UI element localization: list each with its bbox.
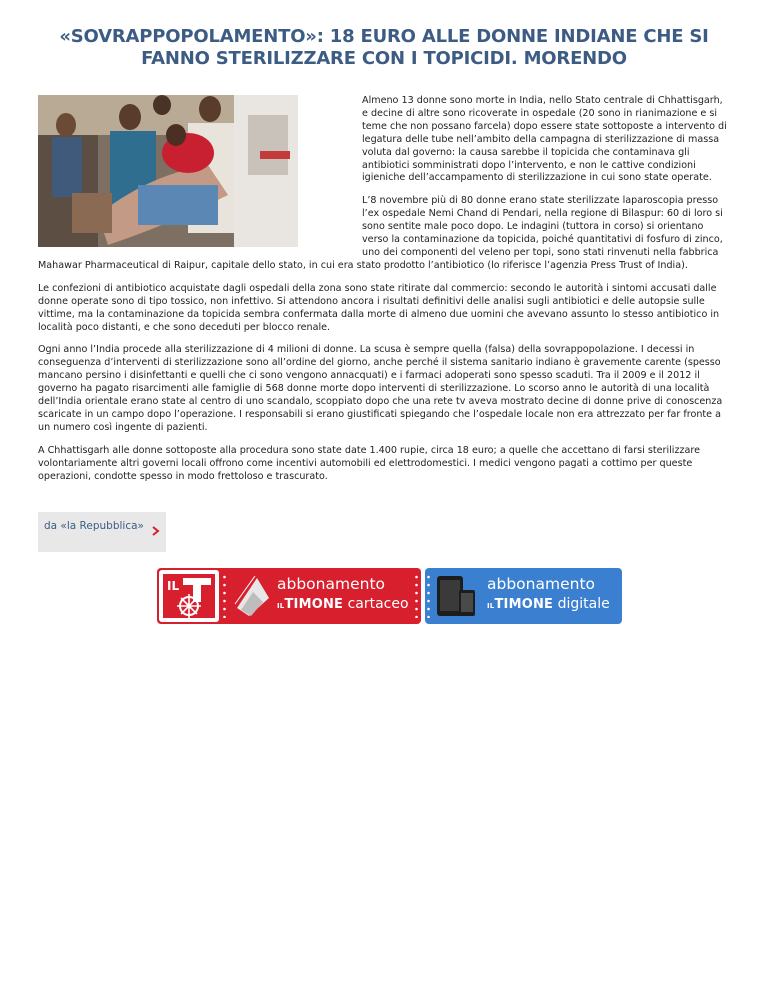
perforation-decoration: [427, 574, 430, 618]
perforation-decoration: [223, 574, 226, 618]
article-photo: [38, 95, 298, 247]
source-link[interactable]: [38, 512, 166, 552]
print-subscription-banner[interactable]: [157, 568, 421, 624]
svg-text:IL: IL: [167, 579, 180, 593]
article-paragraph: L’8 novembre più di 80 donne erano state sterilizzate laparoscopia presso l’ex ospedale Nemi Chand di Pendari, nella regione di Bilaspur: 60 di loro si sono sentite male poco dopo. Le indagini (tuttora in corso) si orientano verso la contaminazione da topicida, poiché quantitativi di fosfuro di zinco, uno dei componenti del veleno per topi, sono stati rinvenuti nella fabbrica Mahawar Pharmaceutical di Raipur, capitale dello stato, in cui era stato prodotto l’antibiotico (lo riferisce l’agenzia Press Trust of India).: [38, 195, 723, 271]
photo-illustration: [38, 95, 298, 247]
perforation-decoration: [415, 574, 418, 618]
article-title: «SOVRAPPOPOLAMENTO»: 18 EURO ALLE DONNE INDIANE CHE SI FANNO STERILIZZARE CON I TOPICIDI. MORENDO: [59, 26, 709, 69]
source-label: da «la Repubblica»: [44, 520, 144, 532]
digital-subscription-banner[interactable]: [425, 568, 622, 624]
article-paragraph: Almeno 13 donne sono morte in India, nello Stato centrale di Chhattisgarh, e decine di altre sono ricoverate in ospedale (20 sono in rianimazione e si teme che non possano farcela) dopo essere state sottoposte a intervento di legatura delle tube nell’ambito della campagna di sterilizzazione di massa voluta dal governo: la causa sarebbe il topicida che contaminava gli antibiotici somministrati dopo l’intervento, e non le cattive condizioni igieniche dell’accampamento di sterilizzazione in cui sono state operate.: [362, 95, 727, 184]
timone-logo-icon: [159, 570, 219, 622]
print-banner-line2: ILTIMONE cartaceo: [277, 596, 409, 612]
article-paragraph: Le confezioni di antibiotico acquistate dagli ospedali della zona sono state ritirate dal commercio: secondo le autorità i sintomi accusati dalle donne operate sono di tipo tossico, non infettivo. Si attendono ancora i risultati definitivi delle analisi sugli antibiotici e delle autopsie sulle vittime, ma la contaminazione da topicida sembra confermata dalla morte di almeno due uomini che avevano assunto lo stesso antibiotico in località poco distanti, e che sono deceduti per blocco renale.: [38, 282, 720, 333]
chevron-right-icon: [150, 524, 162, 538]
article-paragraph: Ogni anno l’India procede alla sterilizzazione di 4 milioni di donne. La scusa è sempre quella (falsa) della sovrappopolazione. I decessi in conseguenza d’interventi di sterilizzazione sono all’ordine del giorno, anche perché il sistema sanitario indiano è gravemente carente (spesso mancano persino i disinfettanti e quelli che ci sono vengono annacquati) e i farmaci adoperati sono spesso scaduti. Tra il 2009 e il 2012 il governo ha pagato risarcimenti alle famiglie di 568 donne morte dopo interventi di sterilizzazione. Lo scorso anno le autorità di una località dell’India orientale erano state al centro di uno scandalo, scoppiato dopo che una rete tv aveva mostrato decine di donne prive di conoscenza scaricate in un campo dopo l’operazione. I responsabili si erano giustificati spiegando che l’ospedale locale non era attrezzato per far fronte a un numero così ingente di pazienti.: [38, 344, 723, 433]
article-paragraph: A Chhattisgarh alle donne sottoposte alla procedura sono state date 1.400 rupie, circa 18 euro; a quelle che accettano di farsi sterilizzare volontariamente altri governi locali offrono come incentivi automobili ed elettrodomestici. I medici vengono pagati a cottimo per queste operazioni, condotte spesso in modo frettoloso e trascurato.: [38, 444, 701, 482]
subscription-banners: [157, 568, 623, 624]
digital-banner-line2: ILTIMONE digitale: [487, 596, 610, 612]
print-banner-line1: abbonamento: [277, 575, 386, 593]
digital-banner-line1: abbonamento: [487, 575, 596, 593]
tablet-phone-icon: [435, 574, 477, 618]
magazine-icon: [233, 574, 271, 618]
article-body: [38, 95, 728, 493]
